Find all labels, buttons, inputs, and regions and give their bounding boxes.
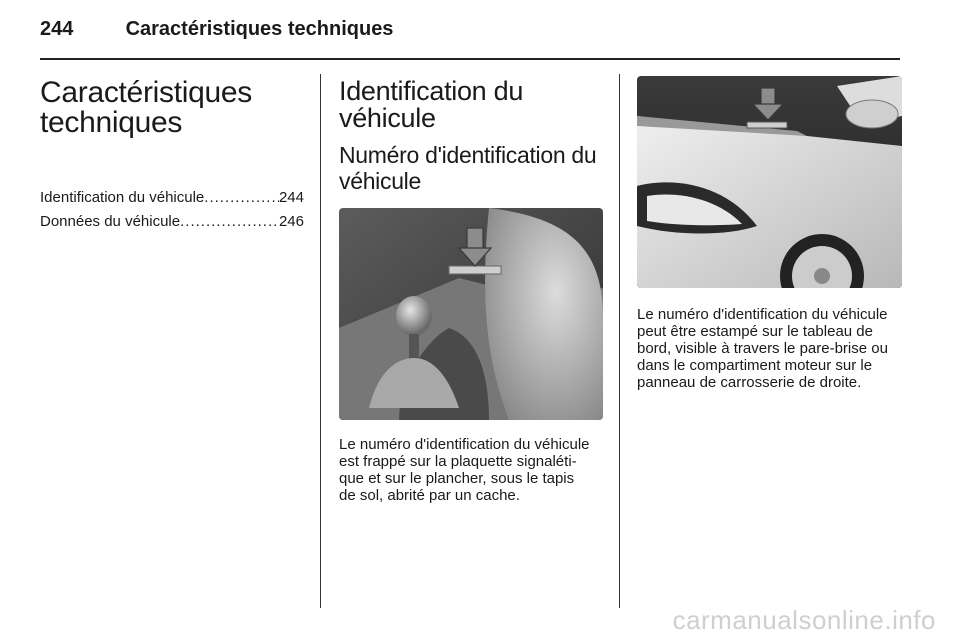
toc-leader [204,186,279,210]
caption-floor-vin: Le numéro d'identification du véhicule est frappé sur la plaquette signaléti- que et sur le plancher, sous le tapis de sol, abrité par un cache. [339,436,590,504]
subsection-title-line2: véhicule [339,168,421,194]
chapter-title-line2: techniques [40,106,183,139]
column-divider-left [320,74,321,608]
page-header [40,18,393,41]
section-title [339,78,605,132]
header-title: Caractéristiques techniques [125,18,394,40]
floor-vin-illustration [339,208,603,420]
chapter-title [40,78,304,138]
toc-page: 246 [278,213,304,230]
toc-item[interactable] [40,186,304,210]
chapter-title-line1: Caractéristiques [40,76,252,109]
subsection-title-line1: Numéro d'identification du [339,142,597,168]
windshield-vin-illustration [637,76,902,288]
chapter-column [40,78,304,234]
page-number: 244 [40,18,74,40]
right-column [637,76,902,391]
header-rule [40,58,900,60]
toc-page: 244 [278,189,304,206]
subsection-title [339,142,605,194]
section-title-line1: Identification du [339,76,524,106]
toc-item[interactable] [40,210,304,234]
column-divider-right [619,74,620,608]
section-column [339,78,605,504]
section-title-line2: véhicule [339,103,436,133]
toc-label: Identification du véhicule [40,189,205,206]
toc-label: Données du véhicule [40,213,181,230]
toc-leader [180,210,279,234]
caption-windshield-vin: Le numéro d'identification du véhicule peut être estampé sur le tableau de bord, visible à travers le pare-brise ou dans le compartiment moteur sur le panneau de carrosserie de droite. [637,306,888,391]
watermark: carmanualsonline.info [672,605,936,635]
